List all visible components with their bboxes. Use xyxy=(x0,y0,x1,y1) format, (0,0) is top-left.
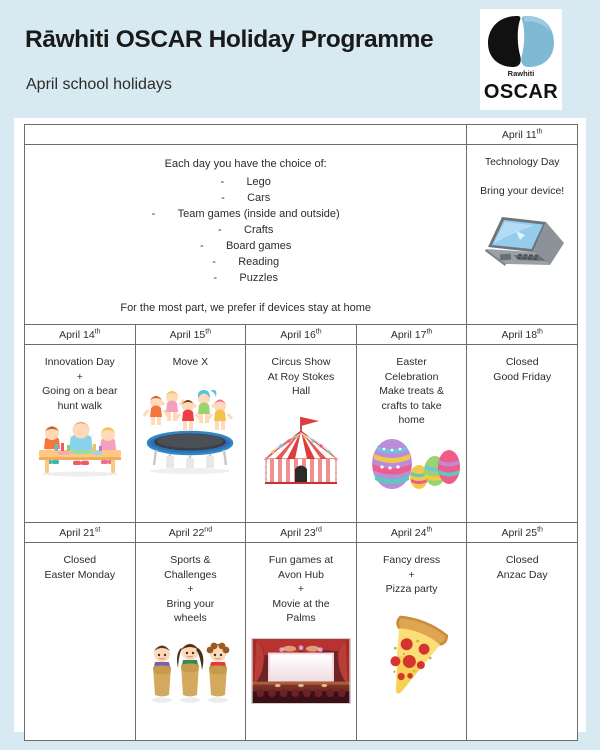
day-activity-text xyxy=(471,355,573,384)
activity-line: Innovation Day xyxy=(44,356,115,368)
kids-crafts-table-illustration xyxy=(31,419,129,477)
devices-note: For the most part, we prefer if devices stay at home xyxy=(120,302,372,314)
activity-line: Sports & xyxy=(170,554,211,566)
date-ordinal: nd xyxy=(204,526,213,534)
bullet-dash: - xyxy=(212,256,216,268)
activity-line: Celebration xyxy=(384,370,439,383)
date-header-apr23 xyxy=(246,523,357,543)
day-cell-apr11 xyxy=(467,145,578,325)
day-activity-text xyxy=(471,155,573,199)
activity-line: Fancy dress xyxy=(382,554,441,566)
day-cell-apr15 xyxy=(135,345,246,523)
day-activity-text xyxy=(250,355,352,399)
activity-line: Closed xyxy=(63,554,97,566)
choice-label: Board games xyxy=(225,240,292,252)
date-label: April 18 xyxy=(501,329,538,341)
easter-eggs-illustration xyxy=(364,434,460,490)
activity-line: Bring your xyxy=(166,597,215,610)
sack-race-kids-illustration xyxy=(142,638,238,710)
oscar-leaf-icon xyxy=(487,14,555,69)
activity-line: Make treats & xyxy=(379,385,444,397)
activity-line: Pizza party xyxy=(385,583,438,595)
daily-choices-heading: Each day you have the choice of: xyxy=(164,158,327,170)
day-activity-text xyxy=(361,355,463,428)
date-ordinal: rd xyxy=(315,526,322,534)
cinema-screen-illustration xyxy=(251,638,351,704)
bullet-dash: - xyxy=(218,224,222,236)
bullet-dash: - xyxy=(221,192,225,204)
activity-line: Avon Hub xyxy=(278,568,324,581)
circus-tent-illustration xyxy=(251,411,351,491)
date-label: April 11 xyxy=(501,129,537,141)
list-item xyxy=(35,174,456,190)
date-header-apr16 xyxy=(246,325,357,345)
activity-line: Anzac Day xyxy=(496,568,548,581)
date-label: April 22 xyxy=(168,527,205,539)
activity-line: Movie at the xyxy=(272,597,330,610)
choice-label: Cars xyxy=(247,192,271,204)
day-cell-apr24 xyxy=(356,543,467,741)
date-ordinal: th xyxy=(537,526,543,534)
choice-label: Lego xyxy=(246,176,271,188)
activity-line xyxy=(471,170,573,185)
date-ordinal: th xyxy=(536,128,543,136)
date-header-apr11 xyxy=(467,125,578,145)
day-activity-text xyxy=(471,553,573,582)
day-activity-text xyxy=(29,355,131,413)
programme-table-sheet xyxy=(14,118,586,732)
choice-label: Crafts xyxy=(244,224,274,236)
date-ordinal: th xyxy=(315,328,322,336)
day-activity-text xyxy=(140,553,242,626)
bullet-dash: - xyxy=(220,176,225,188)
date-header-apr22 xyxy=(135,523,246,543)
day-cell-apr17 xyxy=(356,345,467,523)
poster-header xyxy=(0,0,600,118)
activity-line: Closed xyxy=(505,356,539,368)
activity-line: Palms xyxy=(286,612,316,624)
activity-line: Challenges xyxy=(164,568,217,581)
choice-label: Puzzles xyxy=(239,272,278,284)
date-header-apr24 xyxy=(356,523,467,543)
pizza-slice-illustration xyxy=(366,609,458,701)
programme-calendar-table xyxy=(24,124,578,741)
date-header-apr18 xyxy=(467,325,578,345)
activity-line: crafts to take xyxy=(381,399,442,412)
page-subtitle: April school holidays xyxy=(26,76,172,93)
activity-line: + xyxy=(76,370,83,383)
list-item xyxy=(35,238,456,254)
activity-line: At Roy Stokes xyxy=(267,370,335,383)
activity-line: Hall xyxy=(291,385,311,397)
activity-line: + xyxy=(408,568,415,581)
activity-line: + xyxy=(187,583,194,595)
day-cell-apr18 xyxy=(467,345,578,523)
date-ordinal: th xyxy=(426,328,433,336)
date-ordinal: th xyxy=(205,328,212,336)
date-header-apr21 xyxy=(25,523,136,543)
list-item xyxy=(35,270,456,286)
activity-line: Circus Show xyxy=(271,356,331,368)
activity-line: Bring your device! xyxy=(480,185,565,197)
day-activity-text xyxy=(250,553,352,626)
date-header-apr17 xyxy=(356,325,467,345)
daily-choices-list xyxy=(35,174,456,286)
date-header-apr25 xyxy=(467,523,578,543)
choice-label: Team games (inside and outside) xyxy=(177,208,340,220)
activity-line: wheels xyxy=(174,612,207,624)
bullet-dash: - xyxy=(199,240,204,252)
activity-line: Going on a bear xyxy=(42,385,118,397)
date-header-apr15 xyxy=(135,325,246,345)
date-ordinal: th xyxy=(426,526,433,534)
table-row-week3 xyxy=(25,543,578,741)
choice-label: Reading xyxy=(238,256,280,268)
list-item xyxy=(35,254,456,270)
activity-line: Good Friday xyxy=(493,370,552,383)
date-label: April 17 xyxy=(390,329,427,341)
date-ordinal: th xyxy=(94,328,101,336)
day-activity-text xyxy=(29,553,131,582)
date-ordinal: th xyxy=(537,328,543,336)
page-title: Rāwhiti OSCAR Holiday Programme xyxy=(25,26,434,53)
table-row-header-week2 xyxy=(25,325,578,345)
activity-line: Easter Monday xyxy=(44,568,116,581)
date-label: April 23 xyxy=(280,527,316,539)
day-cell-apr14 xyxy=(25,345,136,523)
table-row-week1 xyxy=(25,145,578,325)
day-cell-apr21 xyxy=(25,543,136,741)
logo-oscar-text: OSCAR xyxy=(483,81,559,103)
date-label: April 15 xyxy=(169,329,206,341)
date-ordinal: st xyxy=(94,526,101,534)
day-activity-text xyxy=(361,553,463,597)
list-item xyxy=(35,190,456,206)
empty-header-cell xyxy=(25,125,467,145)
daily-choices-cell xyxy=(25,145,467,325)
day-cell-apr16 xyxy=(246,345,357,523)
day-cell-apr22 xyxy=(135,543,246,741)
logo-rawhiti-text: Rawhiti xyxy=(507,69,535,78)
list-item xyxy=(35,222,456,238)
kids-trampoline-illustration xyxy=(140,386,240,476)
table-row-week2 xyxy=(25,345,578,523)
table-row-header-week3 xyxy=(25,523,578,543)
bullet-dash: - xyxy=(213,272,218,284)
list-item xyxy=(35,206,456,222)
activity-line: Closed xyxy=(505,554,539,566)
date-label: April 25 xyxy=(501,527,538,539)
date-header-apr14 xyxy=(25,325,136,345)
activity-line: Move X xyxy=(172,356,209,368)
activity-line: home xyxy=(398,414,425,426)
activity-line: Fun games at xyxy=(268,554,334,566)
table-row-header-week1 xyxy=(25,125,578,145)
day-cell-apr23 xyxy=(246,543,357,741)
activity-line: Technology Day xyxy=(484,156,560,168)
day-cell-apr25 xyxy=(467,543,578,741)
laptop-illustration xyxy=(476,209,568,271)
date-label: April 16 xyxy=(280,329,316,341)
oscar-logo xyxy=(480,9,562,110)
activity-line: + xyxy=(297,583,305,595)
activity-line: Easter xyxy=(396,356,427,368)
day-activity-text xyxy=(140,355,242,370)
date-label: April 14 xyxy=(59,329,95,341)
date-label: April 24 xyxy=(390,527,427,539)
activity-line: hunt walk xyxy=(57,399,102,412)
date-label: April 21 xyxy=(59,527,95,539)
bullet-dash: - xyxy=(151,208,156,220)
